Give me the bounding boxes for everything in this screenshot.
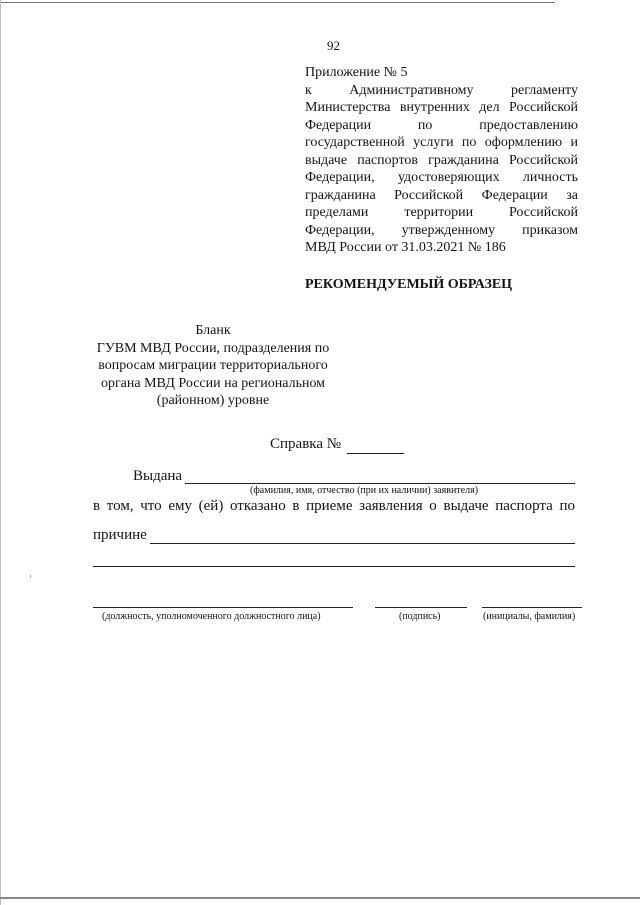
annex-reference (305, 64, 578, 257)
margin-mark (30, 575, 31, 578)
initials-surname-hint: (инициалы, фамилия) (483, 611, 576, 622)
signature-hint: (подпись) (399, 611, 441, 622)
annex-line: Федерации, удостоверяющих личность (305, 170, 578, 185)
initials-surname-field[interactable] (482, 607, 582, 608)
annex-line: пределами территории Российской (305, 205, 578, 220)
reason-field[interactable] (150, 543, 575, 544)
certificate-title: Справка № (270, 436, 342, 452)
left-border-line (0, 0, 1, 905)
reason-field-continuation[interactable] (93, 566, 575, 567)
annex-line: выдаче паспортов гражданина Российской (305, 152, 578, 168)
blank-header (88, 322, 338, 410)
signature-field[interactable] (375, 607, 467, 608)
issued-label: Выдана (133, 468, 183, 484)
reason-label: причине (93, 527, 147, 543)
refusal-statement: в том, что ему (ей) отказано в приеме заявления о выдаче паспорта по (93, 498, 575, 514)
annex-line: Министерства внутренних дел Российской (305, 100, 578, 115)
annex-line: Приложение № 5 (305, 65, 408, 80)
applicant-name-field[interactable] (185, 483, 575, 484)
blank-line: (районном) уровне (156, 393, 270, 408)
official-position-hint: (должность, уполномоченного должностного лица) (102, 611, 321, 622)
annex-line: МВД России от 31.03.2021 № 186 (305, 240, 506, 255)
annex-line: Федерации по предоставлению (305, 117, 578, 133)
blank-line: вопросам миграции территориального (98, 358, 328, 373)
blank-line: органа МВД России на региональном (100, 375, 326, 391)
bottom-border-line (0, 897, 640, 899)
sample-heading: РЕКОМЕНДУЕМЫЙ ОБРАЗЕЦ (305, 277, 513, 292)
annex-line: Федерации, утвержденному приказом (305, 222, 578, 238)
blank-line: ГУВМ МВД России, подразделения по (96, 340, 330, 356)
annex-line: к Административному регламенту (305, 82, 578, 98)
annex-line: гражданина Российской Федерации за (305, 187, 578, 203)
blank-line: Бланк (195, 323, 231, 338)
top-border-line (0, 2, 555, 3)
official-position-field[interactable] (93, 607, 353, 608)
page-number: 92 (327, 38, 340, 53)
applicant-name-hint: (фамилия, имя, отчество (при их наличии) заявителя) (250, 485, 479, 496)
certificate-number-field[interactable] (347, 453, 404, 454)
annex-line: государственной услуги по оформлению и (305, 135, 578, 150)
